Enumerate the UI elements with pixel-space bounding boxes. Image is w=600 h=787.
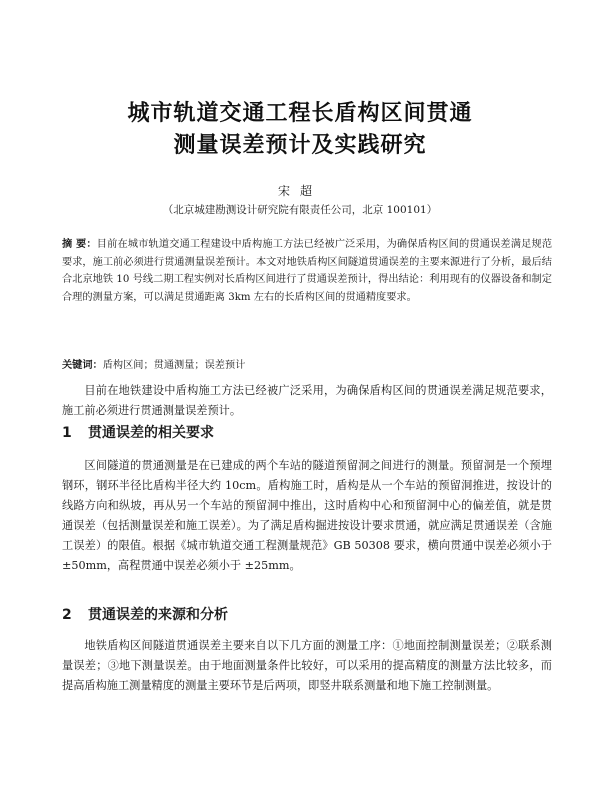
author-affiliation: （北京城建勘测设计研究院有限责任公司，北京 100101） — [162, 204, 438, 216]
abstract-text: 目前在城市轨道交通工程建设中盾构施工方法已经被广泛采用，为确保盾构区间的贯通误差满足规范要求，施工前必须进行贯通测量误差预计。本文对地铁盾构区间隧道贯通误差的主要来源进行了分析，最后结合北京地铁 10 号线二期工程实例对长盾构区间进行了贯通误差预计，得出结论：利用现有的仪器设备和制定合理的测量方案，可以满足贯通距离 3km 左右的长盾构区间的贯通精度要求。 — [62, 239, 553, 303]
section-2-heading — [62, 604, 228, 624]
section-2-number: 2 — [62, 607, 72, 623]
paper-title-line2: 测量误差预计及实践研究 — [173, 133, 427, 158]
intro-paragraph: 目前在地铁建设中盾构施工方法已经被广泛采用，为确保盾构区间的贯通误差满足规范要求，施工前必须进行贯通测量误差预计。 — [62, 384, 552, 417]
section-2-paragraph: 地铁盾构区间隧道贯通误差主要来自以下几方面的测量工序：①地面控制测量误差；②联系测量误差；③地下测量误差。由于地面测量条件比较好，可以采用的提高精度的测量方法比较多，而提高盾构施工测量精度的测量主要环节是后两项，即竖井联系测量和地下施工控制测量。 — [62, 639, 552, 692]
abstract — [62, 236, 552, 306]
keywords-text: 盾构区间；贯通测量；误差预计 — [102, 360, 246, 371]
section-1-paragraph: 区间隧道的贯通测量是在已建成的两个车站的隧道预留洞之间进行的测量。预留洞是一个预埋钢环，钢环半径比盾构半径大约 10cm。盾构施工时，盾构是从一个车站的预留洞推进，按设计的线路方向和纵坡，再从另一个车站的预留洞中推出，这时盾构中心和预留洞中心的偏差值，就是贯通误差（包括测量误差和施工误差）。为了满足盾构掘进按设计要求贯通，就应满足贯通误差（含施工误差）的限值。根据《城市轨道交通工程测量规范》GB 50308 要求，横向贯通中误差必须小于 ±50mm，高程贯通中误差必须小于 ±25mm。 — [62, 459, 552, 572]
abstract-label: 摘 要： — [62, 239, 97, 250]
section-1-title: 贯通误差的相关要求 — [88, 425, 214, 441]
section-1-heading — [62, 422, 214, 442]
keywords — [62, 356, 552, 371]
paper-title-line1: 城市轨道交通工程长盾构区间贯通 — [127, 101, 473, 126]
section-1-number: 1 — [62, 425, 72, 441]
section-2-title: 贯通误差的来源和分析 — [88, 607, 228, 623]
keywords-label: 关键词： — [62, 360, 103, 371]
author-name: 宋超 — [277, 184, 322, 198]
